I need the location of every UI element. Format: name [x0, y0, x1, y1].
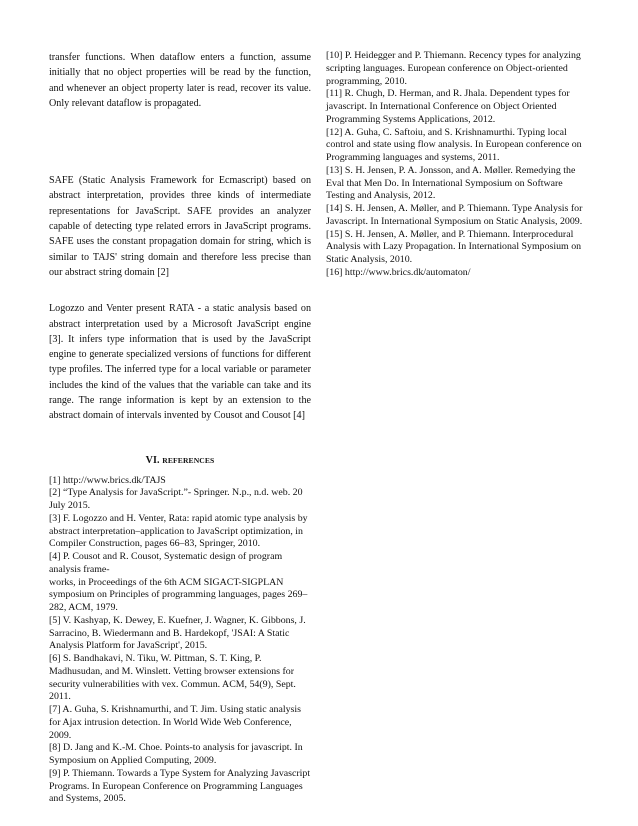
reference-item: [8] D. Jang and K.-M. Choe. Points-to analysis for javascript. In Symposium on Applied Computing, 2009. — [49, 742, 303, 767]
right-column — [326, 50, 589, 280]
reference-item: [7] A. Guha, S. Krishnamurthi, and T. Jim. Using static analysis for Ajax intrusion detection. In World Wide Web Conference, 2009. — [49, 704, 301, 741]
left-column — [49, 50, 311, 806]
reference-item: [14] S. H. Jensen, A. Møller, and P. Thiemann. Type Analysis for Javascript. In International Symposium on Static Analysis, 2009. — [326, 203, 583, 227]
reference-item: [4] P. Cousot and R. Cousot, Systematic design of program analysis frame- — [49, 551, 283, 575]
reference-list-left — [49, 475, 311, 807]
section-heading-references — [49, 454, 311, 468]
reference-item: [11] R. Chugh, D. Herman, and R. Jhala. Dependent types for javascript. In International Conference on Object Oriented Programming Systems Applications, 2012. — [326, 88, 570, 125]
reference-item: [5] V. Kashyap, K. Dewey, E. Kuefner, J. Wagner, K. Gibbons, J. Sarracino, B. Wiedermann and B. Hardekopf, 'JSAI: A Static Analysis Platform for JavaScript', 2015. — [49, 614, 306, 652]
section-title: REFERENCES — [162, 455, 215, 465]
reference-item: [2] “Type Analysis for JavaScript.”- Springer. N.p., n.d. web. 20 July 2015. — [49, 487, 303, 512]
reference-item: [16] http://www.brics.dk/automaton/ — [326, 266, 471, 278]
reference-item: [3] F. Logozzo and H. Venter, Rata: rapid atomic type analysis by abstract interpretation–application to JavaScript optimization, in Compiler Construction, pages 66–83, Springer, 2010. — [49, 512, 308, 550]
reference-item: [9] P. Thiemann. Towards a Type System for Analyzing Javascript Programs. In European Conference on Programming Languages and Systems, 2005. — [49, 767, 311, 805]
reference-item: [13] S. H. Jensen, P. A. Jonsson, and A. Møller. Remedying the Eval that Men Do. In International Symposium on Software Testing and Analysis, 2012. — [326, 164, 576, 202]
reference-item: works, in Proceedings of the 6th ACM SIGACT-SIGPLAN symposium on Principles of programming languages, pages 269–282, ACM, 1979. — [49, 576, 308, 614]
reference-list-right — [326, 50, 589, 280]
reference-item: [6] S. Bandhakavi, N. Tiku, W. Pittman, S. T. King, P. Madhusudan, and M. Winslett. Vetting browser extensions for security vulnerabilities with vex. Commun. ACM, 54(9), Sept. 2011. — [49, 653, 296, 703]
reference-item: [12] A. Guha, C. Saftoiu, and S. Krishnamurthi. Typing local control and state using flow analysis. In European conference on Programming languages and systems, 2011. — [326, 126, 582, 163]
paragraph-safe: SAFE (Static Analysis Framework for Ecmascript) based on abstract interpretation, provides three kinds of intermediate representations for JavaScript. SAFE provides an analyzer capable of detecting type related errors in JavaScript programs. SAFE uses the constant propagation domain for string, which is similar to TAJS' string domain and therefore less precise than our abstract string domain [2] — [49, 175, 311, 278]
reference-item: [1] http://www.brics.dk/TAJS — [49, 474, 166, 486]
paragraph-rata: Logozzo and Venter present RATA - a static analysis based on abstract interpretation used by a Microsoft JavaScript engine [3]. It infers type information that is used by the JavaScript engine to generate specialized versions of functions for different type profiles. The inferred type for a local variable or parameter includes the kind of the values that the variable can take and its range. The range information is kept by an extension to the abstract domain of intervals invented by Cousot and Cousot [4] — [49, 303, 311, 422]
reference-item: [10] P. Heidegger and P. Thiemann. Recency types for analyzing scripting languages. European conference on Object-oriented programming, 2010. — [326, 50, 581, 87]
section-number: VI. — [145, 454, 160, 466]
reference-item: [15] S. H. Jensen, A. Møller, and P. Thiemann. Interprocedural Analysis with Lazy Propagation. In International Symposium on Static Analysis, 2010. — [326, 228, 582, 265]
paragraph-dataflow: transfer functions. When dataflow enters a function, assume initially that no object properties will be read by the function, and whenever an object property later is read, recover its value. Only relevant dataflow is propagated. — [49, 52, 311, 109]
